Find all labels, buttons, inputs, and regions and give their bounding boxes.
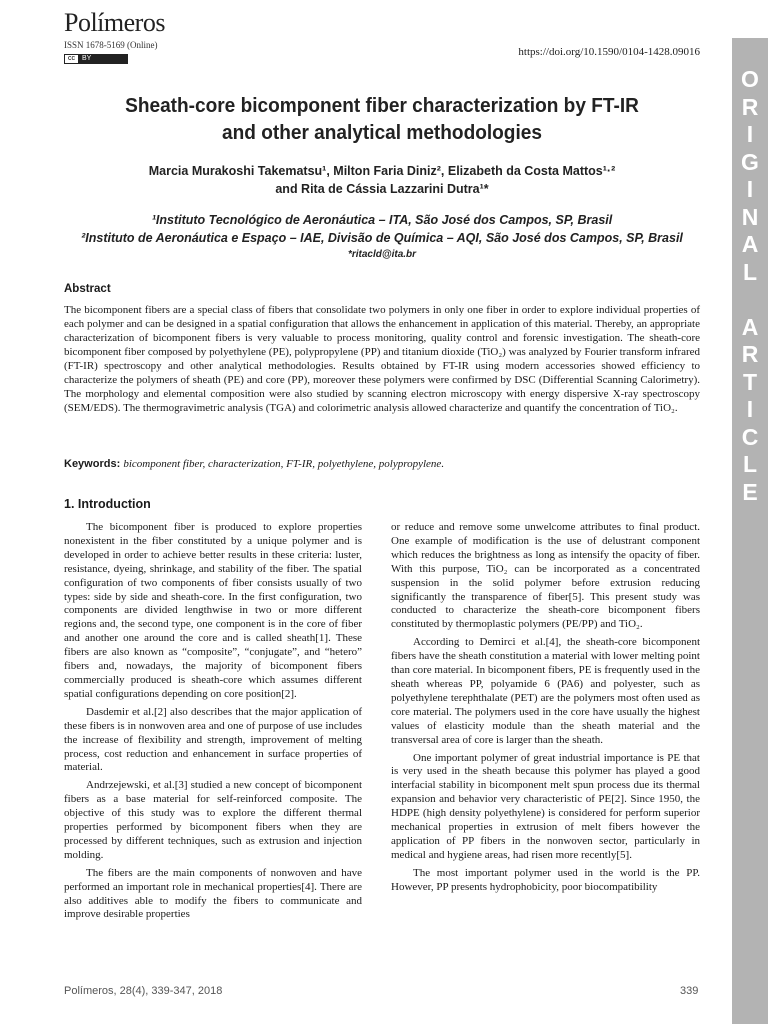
abstract-text: The bicomponent fibers are a special class of fibers that consolidate two polymers in only one fiber in order to explore individual properties of each polymer and can be designed in a spatial configuration that allows the enhancement in application of this material. Thereby, an appropriate characterization of bicomponent fibers is very valuable to process monitoring, quality control and forensic investigation. The sheath-core bicomponent fiber composed by polyethylene (PE), polypropylene (PP) and titanium dioxide (TiO₂) was analyzed by Fourier transform infrared (FT-IR) spectroscopy and other analytical methodologies. Results obtained by FT-IR using modern accessories showed efficiency to characterize the polymers of sheath (PE) and core (PP), moreover these polymers were confirmed by DSC (Differential Scanning Calorimetry). The morphology and elemental composition were also studied by scanning electron microscopy with energy dispersive X-ray spectroscopy (SEM/EDS). The thermogravimetric analysis (TGA) and colorimetric analysis allowed characterize and quantify the concentration of TiO₂. (64, 304, 700, 414)
affiliations (62, 211, 702, 247)
abstract-heading: Abstract (64, 283, 111, 295)
keywords-label: Keywords: (64, 458, 121, 470)
journal-logo: Polímeros (64, 8, 165, 37)
keywords (64, 458, 700, 470)
sidebar-letter: L (742, 451, 758, 477)
corresponding-email[interactable]: *ritacld@ita.br (347, 249, 417, 260)
sidebar-letter: I (746, 396, 754, 422)
sidebar-letter: R (741, 93, 759, 120)
sidebar-letter: N (741, 203, 759, 230)
footer-citation: Polímeros, 28(4), 339-347, 2018 (64, 985, 223, 997)
authors-line-2: and Rita de Cássia Lazzarini Dutra¹* (275, 182, 489, 196)
doi-link[interactable]: https://doi.org/10.1590/0104-1428.09016 (518, 46, 700, 58)
body-paragraph: One important polymer of great industrial importance is PE that is very used in the sheath because this polymer has played a good interfacial stability in bicomponent melt spun process due its thermal expansion and behavior very characteristic of PE[2]. Since 1950, the HDPE (high density polyethylene) is considered for perform superior mechanical properties in extrusion of melt fibers however the application of PP fibers in the nonwoven sector, particularly in medical and hygiene areas, had risen more recently[5]. (391, 751, 700, 861)
sidebar-letter: I (746, 121, 754, 147)
page-number: 339 (680, 985, 699, 997)
sidebar-letter: A (741, 313, 759, 340)
sidebar-letter: O (741, 66, 759, 92)
title-line-1: Sheath-core bicomponent fiber characterization by FT-IR (125, 94, 639, 117)
cc-license-badge[interactable] (64, 54, 128, 64)
cc-by-label: BY (82, 55, 92, 62)
body-paragraph: Dasdemir et al.[2] also describes that the major application of these fibers is in nonwoven area and one of purpose of use includes the increase of flexibility and strength, improvement of melting process, cost reduction and enhancement in surface properties of material. (64, 705, 362, 774)
body-column-left (64, 521, 362, 926)
sidebar-letter: C (741, 423, 759, 450)
article-type-sidebar (732, 38, 768, 1024)
body-paragraph: The most important polymer used in the world is the PP. However, PP presents hydrophobicity, poor biocompatibility (391, 866, 700, 893)
body-paragraph: The bicomponent fiber is produced to explore properties nonexistent in the fiber constituted by a unique polymer and is developed in order to achieve better results in these criteria: luster, resistance, dyeing, shrinkage, and stability of the fiber. The spatial configuration of two components of fiber consists usually of two types: side by side and sheath-core. In the first configuration, two components are divided lengthwise in two or more different regions and, the second type, one component is in the core of fiber and another one around the core and is called sheath[1]. These fibers are also known as “composite”, “conjugate”, and “hetero” fibers and, nowadays, the majority of bicomponent fibers commercially produced is sheath-core which assumes different spatial configurations depending on core position[2]. (64, 521, 362, 700)
sidebar-letter: L (742, 258, 758, 285)
title-line-2: and other analytical methodologies (222, 121, 542, 144)
section-heading: 1. Introduction (64, 497, 151, 511)
affiliation-2: ²Instituto de Aeronáutica e Espaço – IAE, Divisão de Química – AQI, São José dos Campos, SP, Brasil (81, 231, 683, 245)
sidebar-letter: G (741, 148, 759, 175)
body-paragraph: According to Demirci et al.[4], the sheath-core bicomponent fibers have the sheath constitution a material with lower melting point than core material. In bicomponent fibers, PE is frequently used in the sheath whereas PP, polyamide 6 (PA6) and polyester, such as polyethylene terephthalate (PET) are the polymers most often used as core material. The polymers used in the core have usually the highest values of elasticity module than the sheath material and the transversal area of core is larger than the sheath. (391, 636, 700, 746)
article-title (84, 92, 679, 146)
sidebar-letter: E (742, 478, 758, 505)
authors (62, 162, 702, 198)
sidebar-letter: I (746, 176, 754, 202)
affiliation-1: ¹Instituto Tecnológico de Aeronáutica – ITA, São José dos Campos, SP, Brasil (151, 213, 613, 227)
sidebar-letter: T (742, 368, 758, 395)
sidebar-letter (732, 286, 768, 314)
issn: ISSN 1678-5169 (Online) (64, 40, 158, 50)
body-paragraph: Andrzejewski, et al.[3] studied a new concept of bicomponent fibers as a base material for self-reinforced composite. The objective of this study was to explore the different thermal properties performed by bicomponent fibers when they are processed by different techniques, such as extrusion and injection molding. (64, 779, 362, 861)
authors-line-1: Marcia Murakoshi Takematsu¹, Milton Faria Diniz², Elizabeth da Costa Mattos¹·² (148, 164, 616, 178)
body-paragraph: or reduce and remove some unwelcome attributes to final product. One example of modification is the use of delustrant component which reduces the brightness as long as intensify the opacity of fiber. With this purpose, TiO₂ can be incorporated as a concentrated suspension in the solid polymer before extrusion reducing significantly the transparence of fiber[5]. This present study was conducted to characterize the sheath-core bicomponent fibers constituted by thermoplastic polymers (PE/PP) and TiO₂. (391, 521, 700, 631)
cc-icon: cc (64, 54, 79, 64)
keywords-list: bicomponent fiber, characterization, FT-IR, polyethylene, polypropylene. (123, 458, 445, 470)
sidebar-letter: R (741, 341, 759, 367)
body-paragraph: The fibers are the main components of nonwoven and have performed an important role in mechanical properties[4]. There are also additives able to modify the fibers to communicate and improve desirable properties (64, 866, 362, 921)
body-column-right (391, 521, 700, 899)
sidebar-letter: A (741, 231, 759, 257)
